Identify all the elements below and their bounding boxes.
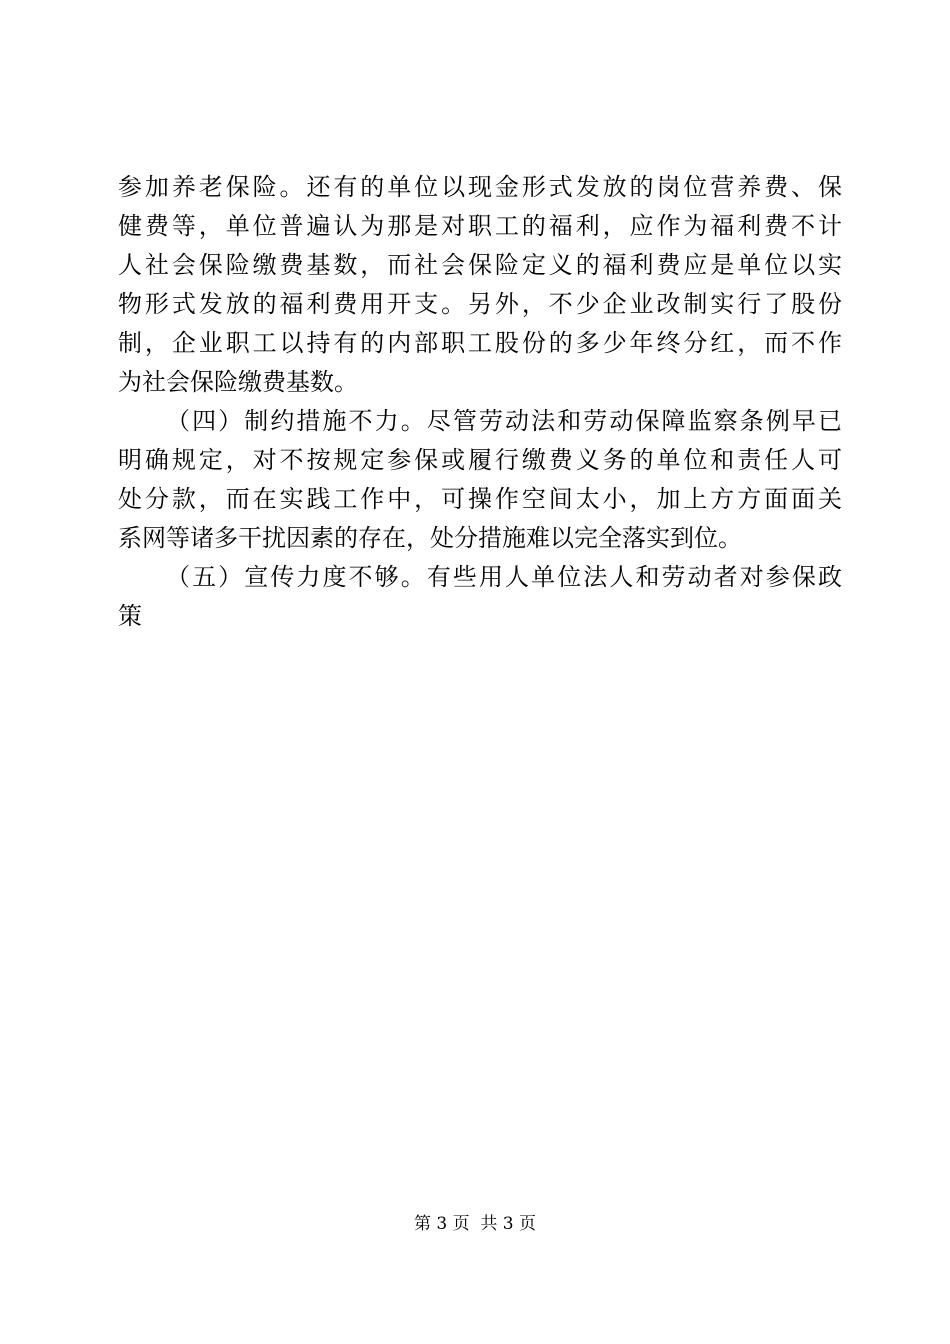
text-line: 参加养老保险。还有的单位以现金形式发放的岗位营养费、保 (118, 173, 842, 201)
text-line: （五）宣传力度不够。有些用人单位法人和劳动者对参保政 (166, 563, 842, 591)
paragraph-2 (118, 402, 842, 558)
text-line: （四）制约措施不力。尽管劳动法和劳动保障监察条例早已 (166, 407, 842, 435)
page-number-footer: 第 3 页 共 3 页 (413, 1214, 537, 1234)
text-line: 物形式发放的福利费用开支。另外，不少企业改制实行了股份 (118, 290, 842, 318)
text-line: 处分款，而在实践工作中，可操作空间太小，加上方方面面关 (118, 485, 842, 513)
text-line: 制，企业职工以持有的内部职工股份的多少年终分红，而不作 (118, 329, 842, 357)
paragraph-1 (118, 168, 842, 402)
text-line: 健费等，单位普遍认为那是对职工的福利，应作为福利费不计 (118, 212, 842, 240)
text-line: 人社会保险缴费基数，而社会保险定义的福利费应是单位以实 (118, 251, 842, 279)
text-line: 为社会保险缴费基数。 (118, 368, 358, 396)
document-body (118, 168, 842, 636)
text-line: 策 (118, 602, 142, 630)
text-line: 明确规定，对不按规定参保或履行缴费义务的单位和责任人可 (118, 446, 842, 474)
text-line: 系网等诸多干扰因素的存在，处分措施难以完全落实到位。 (118, 524, 742, 552)
paragraph-3 (118, 558, 842, 636)
